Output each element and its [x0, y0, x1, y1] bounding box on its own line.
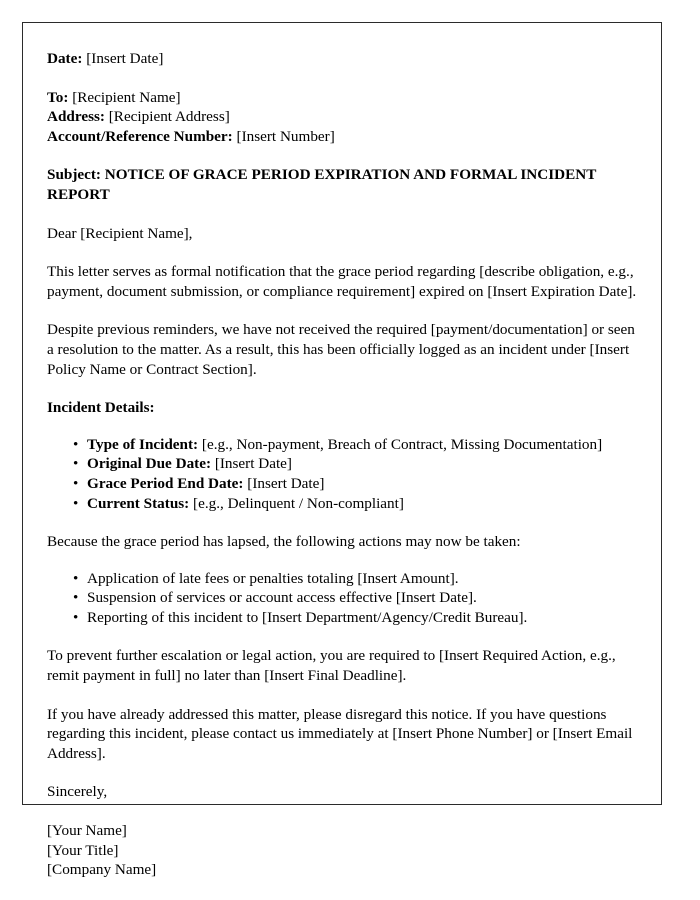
actions-intro: Because the grace period has lapsed, the following actions may now be taken:: [47, 533, 521, 551]
field-date-label: Date:: [47, 50, 83, 67]
signature-title: [Your Title]: [47, 841, 119, 859]
spacer: [47, 418, 639, 435]
spacer: [47, 513, 639, 532]
incident-detail-label: Original Due Date:: [87, 455, 212, 473]
list-item: • Application of late fees or penalties totaling [Insert Amount].: [47, 569, 639, 589]
field-account-reference-number: [47, 127, 639, 147]
field-to-value: [Recipient Name]: [72, 88, 181, 106]
field-account-reference-number-value: [Insert Number]: [236, 127, 335, 145]
incident-detail-value: [Insert Date]: [247, 474, 325, 492]
document-page-frame: [22, 22, 662, 879]
signature-name: [Your Name]: [47, 822, 127, 840]
incident-details-list: [47, 435, 639, 513]
list-item: • Reporting of this incident to [Insert Department/Agency/Credit Bureau].: [47, 608, 639, 628]
spacer: [47, 627, 639, 646]
closing: Sincerely,: [47, 783, 108, 801]
spacer: [47, 686, 639, 705]
list-item: [47, 494, 639, 514]
spacer: [47, 552, 639, 569]
incident-detail-label: Grace Period End Date:: [87, 474, 244, 492]
incident-detail-value: [Insert Date]: [214, 455, 292, 473]
spacer: [47, 763, 639, 782]
subject-label: Subject:: [47, 166, 101, 184]
spacer: [47, 69, 639, 88]
incident-details-heading: Incident Details:: [47, 399, 155, 417]
incident-detail-label: Type of Incident:: [87, 435, 199, 453]
spacer: [47, 146, 639, 165]
paragraph-3: To prevent further escalation or legal action, you are required to [Insert Required Action, e.g., remit payment in full] no later than [Insert Final Deadline].: [47, 647, 616, 685]
signature-company: [Company Name]: [47, 861, 157, 879]
salutation: Dear [Recipient Name],: [47, 224, 193, 242]
spacer: [47, 802, 639, 821]
field-address: [47, 107, 639, 127]
field-address-value: [Recipient Address]: [108, 108, 230, 126]
field-date: [47, 49, 639, 69]
incident-detail-label: Current Status:: [87, 494, 190, 512]
spacer: [47, 205, 639, 224]
field-to: [47, 88, 639, 108]
paragraph-1: This letter serves as formal notification that the grace period regarding [describe obligation, e.g., payment, document submission, or compliance requirement] expired on [Insert Expiration Date].: [47, 263, 637, 300]
subject-text: NOTICE OF GRACE PERIOD EXPIRATION AND FORMAL INCIDENT REPORT: [47, 166, 597, 203]
field-date-value: [Insert Date]: [86, 50, 164, 67]
spacer: [47, 301, 639, 320]
list-item: [47, 474, 639, 494]
paragraph-4: If you have already addressed this matter, please disregard this notice. If you have questions regarding this incident, please contact us immediately at [Insert Phone Number] or [Insert Email Address].: [47, 705, 633, 762]
incident-detail-value: [e.g., Delinquent / Non-compliant]: [193, 494, 404, 512]
paragraph-2: Despite previous reminders, we have not received the required [payment/documentation] or seen a resolution to the matter. As a result, this has been officially logged as an incident under [Insert Policy Name or Contract Section].: [47, 321, 635, 378]
incident-detail-value: [e.g., Non-payment, Breach of Contract, Missing Documentation]: [201, 435, 603, 453]
spacer: [47, 243, 639, 262]
list-item: [47, 454, 639, 474]
field-address-label: Address:: [47, 108, 105, 126]
actions-list: [47, 569, 639, 628]
field-account-reference-number-label: Account/Reference Number:: [47, 127, 233, 145]
spacer: [47, 379, 639, 398]
list-item: • Suspension of services or account access effective [Insert Date].: [47, 588, 639, 608]
document-body: [47, 23, 639, 880]
subject-line: [47, 165, 639, 204]
field-to-label: To:: [47, 88, 69, 106]
list-item: [47, 435, 639, 455]
